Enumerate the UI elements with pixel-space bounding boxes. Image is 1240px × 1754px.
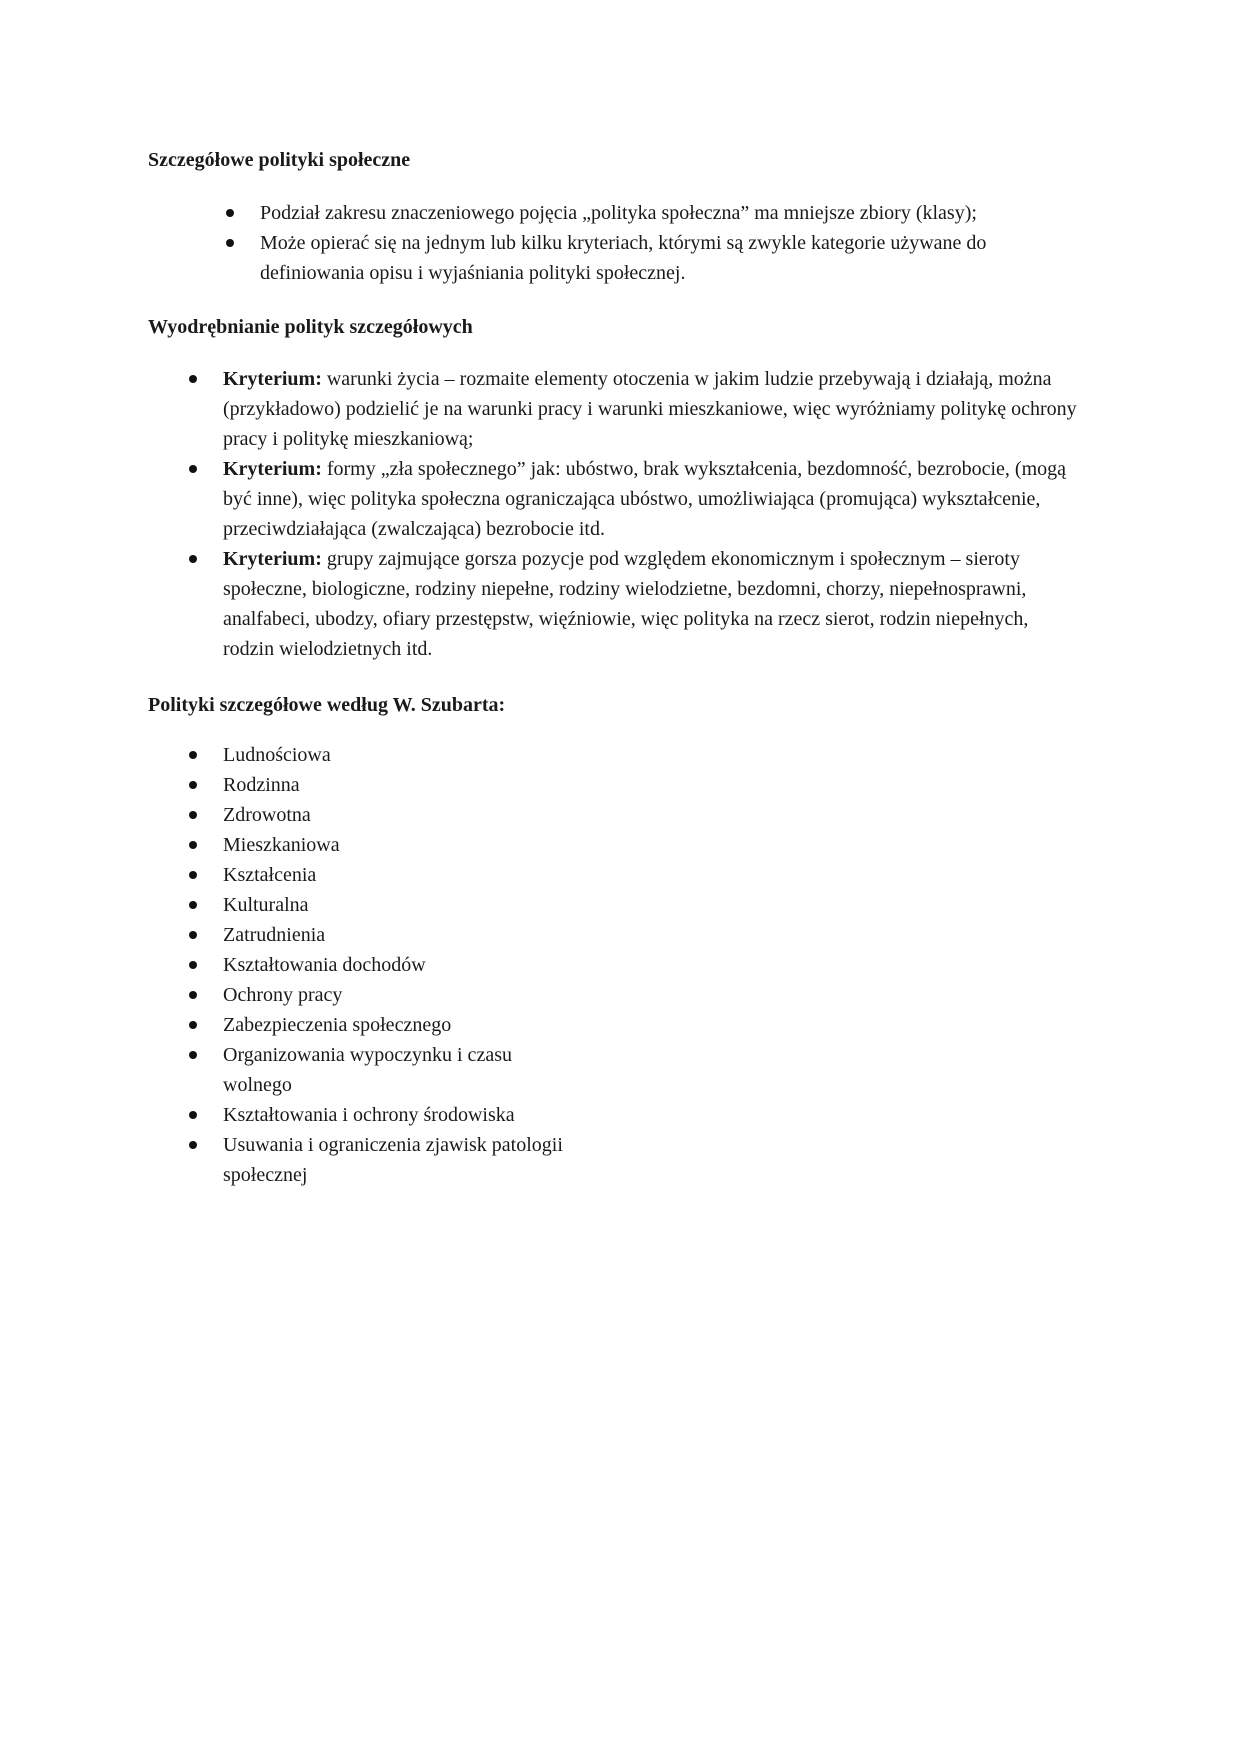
bullet-list-criteria <box>223 364 1083 664</box>
list-item: Kształcenia <box>223 860 583 890</box>
list-item: Usuwania i ograniczenia zjawisk patologii społecznej <box>223 1130 583 1190</box>
list-item: Ludnościowa <box>223 740 583 770</box>
list-item: Kulturalna <box>223 890 583 920</box>
list-item: Kształtowania dochodów <box>223 950 583 980</box>
list-item <box>223 454 1083 544</box>
criterion-text: grupy zajmujące gorsza pozycje pod względem ekonomicznym i społecznym – sieroty społeczne, biologiczne, rodziny niepełne, rodziny wielodzietne, bezdomni, chorzy, niepełnosprawni, analfabeci, ubodzy, ofiary przestępstw, więźniowie, więc polityka na rzecz sierot, rodzin niepełnych, rodzin wielodzietnych itd. <box>223 548 1029 660</box>
list-item: Rodzinna <box>223 770 583 800</box>
list-item: Podział zakresu znaczeniowego pojęcia „polityka społeczna” ma mniejsze zbiory (klasy); <box>260 198 1090 228</box>
criterion-label: Kryterium: <box>223 458 322 480</box>
list-item: Zatrudnienia <box>223 920 583 950</box>
list-item <box>223 544 1083 664</box>
list-item: Mieszkaniowa <box>223 830 583 860</box>
section-heading-wyodrebnianie: Wyodrębnianie polityk szczegółowych <box>148 316 473 338</box>
list-item: Zdrowotna <box>223 800 583 830</box>
list-item <box>223 364 1083 454</box>
list-item: Ochrony pracy <box>223 980 583 1010</box>
list-item: Kształtowania i ochrony środowiska <box>223 1100 583 1130</box>
criterion-text: warunki życia – rozmaite elementy otoczenia w jakim ludzie przebywają i działają, można (przykładowo) podzielić je na warunki pracy i warunki mieszkaniowe, więc wyróżniamy politykę ochrony pracy i politykę mieszkaniową; <box>223 368 1077 450</box>
criterion-label: Kryterium: <box>223 548 322 570</box>
bullet-list-definition <box>260 198 1090 288</box>
bullet-list-policies <box>223 740 583 1190</box>
list-item: Zabezpieczenia społecznego <box>223 1010 583 1040</box>
criterion-text: formy „zła społecznego” jak: ubóstwo, brak wykształcenia, bezdomność, bezrobocie, (mogą być inne), więc polityka społeczna ograniczająca ubóstwo, umożliwiająca (promująca) wykształcenie, przeciwdziałająca (zwalczająca) bezrobocie itd. <box>223 458 1067 540</box>
list-item: Może opierać się na jednym lub kilku kryteriach, którymi są zwykle kategorie używane do definiowania opisu i wyjaśniania polityki społecznej. <box>260 228 1090 288</box>
section-heading-szczegolowe: Szczegółowe polityki społeczne <box>148 149 411 171</box>
list-item: Organizowania wypoczynku i czasu wolnego <box>223 1040 583 1100</box>
section-heading-szubart: Polityki szczegółowe według W. Szubarta: <box>148 694 506 716</box>
criterion-label: Kryterium: <box>223 368 322 390</box>
